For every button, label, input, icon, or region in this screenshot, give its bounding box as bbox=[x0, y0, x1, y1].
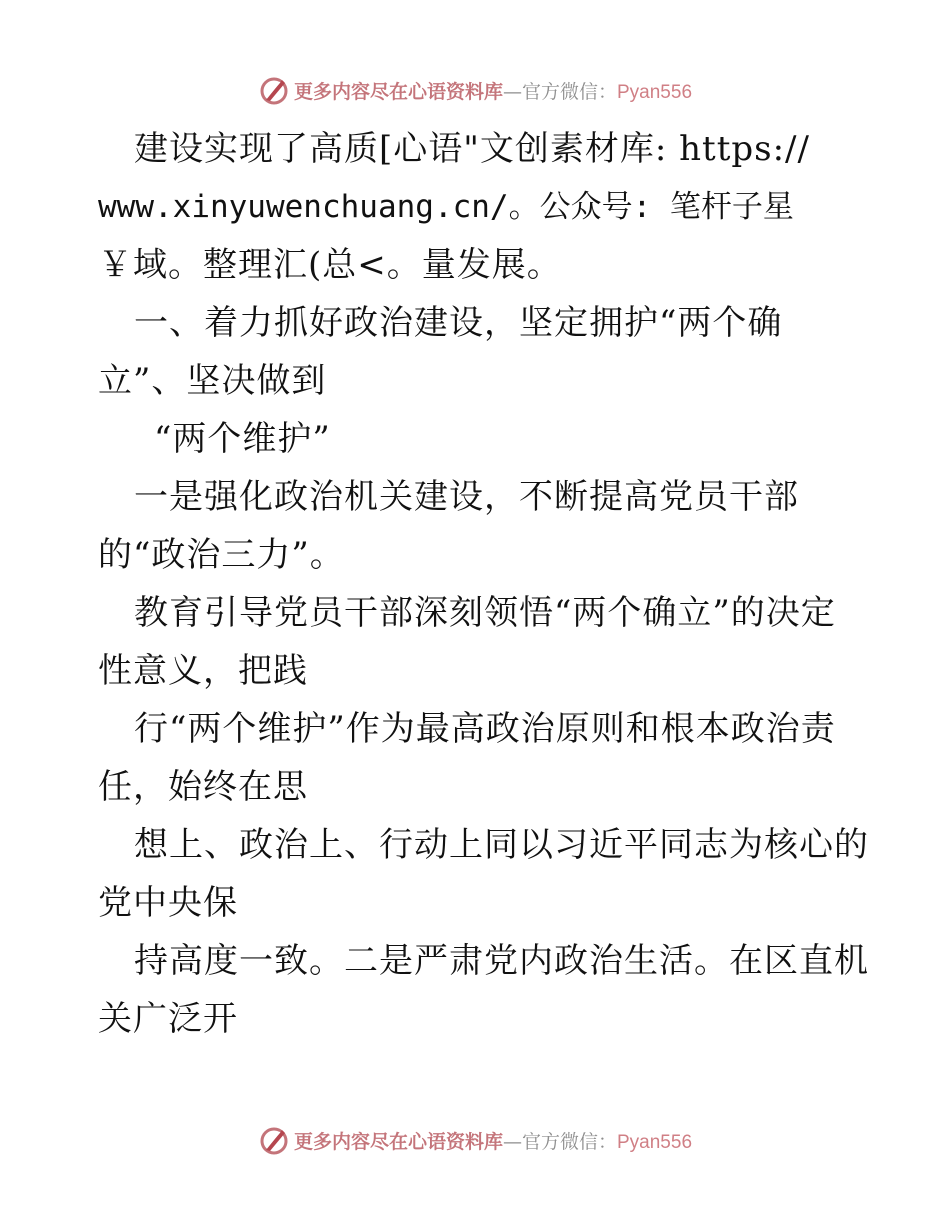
body-line-7: 一是强化政治机关建设，不断提高党员干部 bbox=[134, 477, 799, 517]
watermark-main-text: 更多内容尽在心语资料库 bbox=[293, 1130, 503, 1153]
body-line-3: ￥域。整理汇(总<。量发展。 bbox=[98, 245, 562, 285]
body-line-2: www.xinyuwenchuang.cn/。公众号: 笔杆子星 bbox=[98, 189, 794, 225]
section-heading-1-cont: 立”、坚决做到 bbox=[98, 361, 327, 401]
body-line-13: 想上、政治上、行动上同以习近平同志为核心的 bbox=[134, 825, 869, 865]
body-line-12: 任，始终在思 bbox=[98, 767, 308, 807]
section-heading-1-tail: “两个维护” bbox=[154, 419, 331, 459]
feather-pen-logo-icon bbox=[258, 1124, 290, 1156]
watermark-main-text: 更多内容尽在心语资料库 bbox=[293, 80, 503, 103]
section-heading-1: 一、着力抓好政治建设，坚定拥护“两个确 bbox=[134, 303, 783, 343]
body-line-1: 建设实现了高质[心语"文创素材库: https:// bbox=[134, 129, 810, 169]
watermark-sub-text: —官方微信： bbox=[502, 1130, 617, 1153]
body-line-11: 行“两个维护”作为最高政治原则和根本政治责 bbox=[134, 709, 836, 749]
feather-pen-logo-icon bbox=[258, 74, 290, 106]
watermark-wechat-id: Pyan556 bbox=[617, 1131, 693, 1153]
body-line-10: 性意义，把践 bbox=[98, 651, 308, 691]
header-watermark bbox=[0, 70, 950, 110]
footer-watermark bbox=[0, 1120, 950, 1160]
body-line-14: 党中央保 bbox=[98, 883, 238, 923]
body-line-9: 教育引导党员干部深刻领悟“两个确立”的决定 bbox=[134, 593, 836, 633]
body-line-8: 的“政治三力”。 bbox=[98, 535, 345, 575]
watermark-wechat-id: Pyan556 bbox=[617, 81, 693, 103]
body-line-15: 持高度一致。二是严肃党内政治生活。在区直机 bbox=[134, 941, 869, 981]
watermark-sub-text: —官方微信： bbox=[502, 80, 617, 103]
body-line-16: 关广泛开 bbox=[98, 999, 238, 1039]
